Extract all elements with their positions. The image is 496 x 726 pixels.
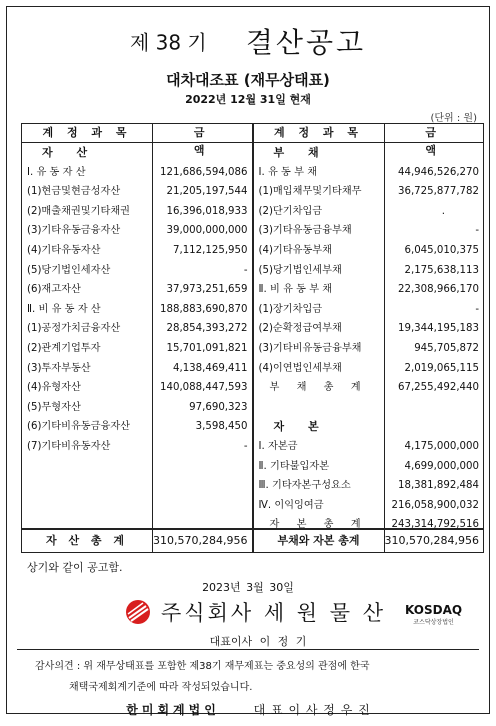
table-row: Ⅰ. 유 동 부 채 44,946,526,270 xyxy=(258,166,479,178)
page-title: 결산공고 xyxy=(245,26,367,59)
assets-section-heading: 자 산 xyxy=(42,146,98,159)
assets-column xyxy=(22,124,254,552)
table-row: Ⅳ. 이익잉여금 216,058,900,032 xyxy=(258,499,479,511)
assets-total-value: 310,570,284,956 xyxy=(153,534,248,547)
liabilities-equity-total-label: 부채와 자본 총계 xyxy=(254,530,385,552)
kosdaq-logo: KOSDAQ xyxy=(405,603,463,617)
assets-body xyxy=(22,143,252,531)
table-row: (2)순확정급여부채 19,344,195,183 xyxy=(258,323,479,335)
liabilities-equity-column xyxy=(254,124,484,552)
table-row: (6)재고자산 37,973,251,659 xyxy=(27,284,248,296)
table-row: Ⅱ. 비 유 동 부 채 22,308,966,170 xyxy=(258,284,479,296)
public-notice xyxy=(6,6,490,717)
company-block xyxy=(125,597,386,627)
audit-opinion-line1: 감사의견 : 위 재무상태표를 포함한 제38기 재무제표는 중요성의 관점에 한국 xyxy=(35,661,370,672)
kosdaq-subtitle: 코스닥상장법인 xyxy=(413,619,454,626)
table-row: (2)매출채권및기타채권 16,396,018,933 xyxy=(27,205,248,217)
table-row: Ⅰ. 자본금 4,175,000,000 xyxy=(258,440,479,452)
auditor-signature xyxy=(17,701,479,718)
amount-header: 금 액 xyxy=(193,126,235,157)
liabilities-equity-total-value: 310,570,284,956 xyxy=(384,534,479,547)
unit-label: (단위 : 원) xyxy=(430,113,477,124)
ceo-line: 대표이사 이 정 기 xyxy=(209,635,307,648)
table-row: (4)유형자산 140,088,447,593 xyxy=(27,382,248,394)
table-row: Ⅲ. 기타자본구성요소 18,381,892,484 xyxy=(258,480,479,492)
liabilities-equity-total-row xyxy=(254,528,484,552)
table-row: (3)기타유동금융자산 39,000,000,000 xyxy=(27,225,248,237)
liabilities-total-row: 부 채 총 계 67,255,492,440 xyxy=(269,382,479,394)
table-row: (5)무형자산 97,690,323 xyxy=(27,401,248,413)
period-label: 제 38 기 xyxy=(129,30,207,55)
table-row: (4)이연법인세부채 2,019,065,115 xyxy=(258,362,479,374)
table-row: (3)투자부동산 4,138,469,411 xyxy=(27,362,248,374)
account-header: 계 정 과 목 xyxy=(22,124,153,142)
liabilities-body xyxy=(254,143,484,531)
audit-opinion-line2: 채택국제회계기준에 따라 작성되었습니다. xyxy=(69,682,253,693)
table-row: Ⅱ. 기타불입자본 4,699,000,000 xyxy=(258,460,479,472)
auditor-ceo: 대 표 이 사 정 우 진 xyxy=(253,703,370,717)
assets-total-label: 자 산 총 계 xyxy=(22,530,153,552)
publication-date: 2023년 3월 30일 xyxy=(202,581,294,594)
table-row: Ⅰ. 유 동 자 산 121,686,594,086 xyxy=(27,166,248,178)
balance-sheet-table xyxy=(21,123,484,553)
table-row: (3)기타비유동금융부채 945,705,872 xyxy=(258,342,479,354)
table-row: (1)매입채무및기타채무 36,725,877,782 xyxy=(258,186,479,198)
equity-section-heading: 자 본 xyxy=(273,420,329,434)
table-row: (6)기타비유동금융자산 3,598,450 xyxy=(27,421,248,433)
table-row: (1)현금및현금성자산 21,205,197,544 xyxy=(27,186,248,198)
table-row: (2)관계기업투자 15,701,091,821 xyxy=(27,342,248,354)
notice-statement: 상기와 같이 공고함. xyxy=(27,561,123,574)
table-row: (2)단기차입금 . xyxy=(258,205,445,217)
assets-total-row xyxy=(22,528,252,552)
kosdaq-badge xyxy=(405,603,462,626)
table-row: (1)공정가치금융자산 28,854,393,272 xyxy=(27,323,248,335)
statement-subtitle: 대차대조표 (재무상태표) xyxy=(166,71,330,89)
auditor-firm: 한미회계법인 xyxy=(126,703,220,717)
company-name: 주식회사 세 원 물 산 xyxy=(161,601,386,625)
company-logo-icon xyxy=(125,599,151,625)
spacer-row xyxy=(254,398,484,418)
table-row: (5)당기법인세부채 2,175,638,113 xyxy=(258,264,479,276)
statement-date: 2022년 12월 31일 현재 xyxy=(185,93,311,106)
table-row: (3)기타유동금융부채 - xyxy=(258,225,479,237)
table-row: (5)당기법인세자산 - xyxy=(27,264,248,276)
table-row: Ⅱ. 비 유 동 자 산 188,883,690,870 xyxy=(27,303,248,315)
account-header: 계 정 과 목 xyxy=(254,124,385,142)
audit-opinion xyxy=(17,649,479,717)
notice-title xyxy=(7,21,489,57)
liabilities-section-heading: 부 채 xyxy=(273,146,329,159)
table-row: (1)장기차입금 - xyxy=(258,303,479,315)
amount-header: 금 액 xyxy=(425,126,467,157)
table-row: (4)기타유동부채 6,045,010,375 xyxy=(258,244,479,256)
table-row: (7)기타비유동자산 - xyxy=(27,440,248,452)
table-row: (4)기타유동자산 7,112,125,950 xyxy=(27,244,248,256)
equity-total-row: 자 본 총 계 243,314,792,516 xyxy=(269,519,479,531)
